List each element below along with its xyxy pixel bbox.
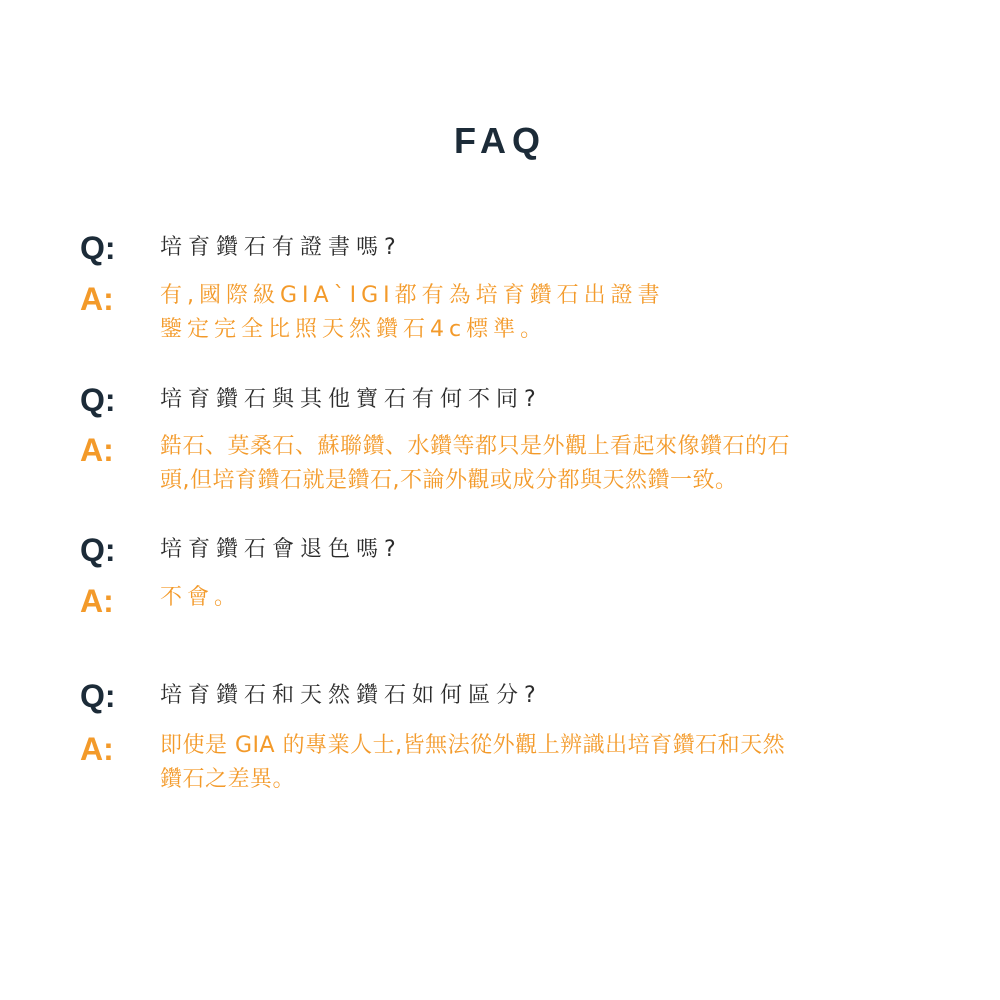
answer-line: 鋯石、莫桑石、蘇聯鑽、水鑽等都只是外觀上看起來像鑽石的石 — [160, 434, 791, 459]
answer-line: 鑽石之差異。 — [160, 767, 296, 792]
answer-line: 頭,但培育鑽石就是鑽石,不論外觀或成分都與天然鑽一致。 — [160, 468, 738, 493]
answer-line: 鑒定完全比照天然鑽石4c標準。 — [160, 317, 548, 342]
question-text: 培育鑽石和天然鑽石如何區分? — [160, 683, 542, 708]
faq-answer-2 — [80, 427, 960, 507]
faq-question-1 — [80, 225, 960, 271]
answer-line: 即使是 GIA 的專業人士,皆無法從外觀上辨識出培育鑽石和天然 — [160, 733, 786, 758]
answer-marker: A: — [80, 281, 114, 317]
question-marker: Q: — [80, 678, 116, 714]
faq-answer-4 — [80, 726, 960, 806]
question-text: 培育鑽石會退色嗎? — [160, 537, 402, 562]
faq-question-3 — [80, 527, 960, 573]
faq-answer-1 — [80, 276, 960, 356]
question-marker: Q: — [80, 230, 116, 266]
answer-text — [160, 581, 241, 615]
question-marker: Q: — [80, 382, 116, 418]
faq-answer-3 — [80, 578, 960, 624]
question-marker: Q: — [80, 532, 116, 568]
answer-line: 不會。 — [160, 585, 242, 610]
question-text: 培育鑽石有證書嗎? — [160, 235, 402, 260]
answer-line: 有,國際級GIA`IGI都有為培育鑽石出證書 — [160, 283, 665, 308]
answer-text — [160, 279, 665, 347]
page-title: FAQ — [453, 120, 546, 161]
answer-marker: A: — [80, 583, 114, 619]
question-text: 培育鑽石與其他寶石有何不同? — [160, 387, 542, 412]
faq-question-2 — [80, 377, 960, 423]
faq-question-4 — [80, 673, 960, 719]
answer-text — [160, 729, 785, 797]
answer-marker: A: — [80, 432, 114, 468]
answer-text — [160, 430, 790, 498]
answer-marker: A: — [80, 731, 114, 767]
